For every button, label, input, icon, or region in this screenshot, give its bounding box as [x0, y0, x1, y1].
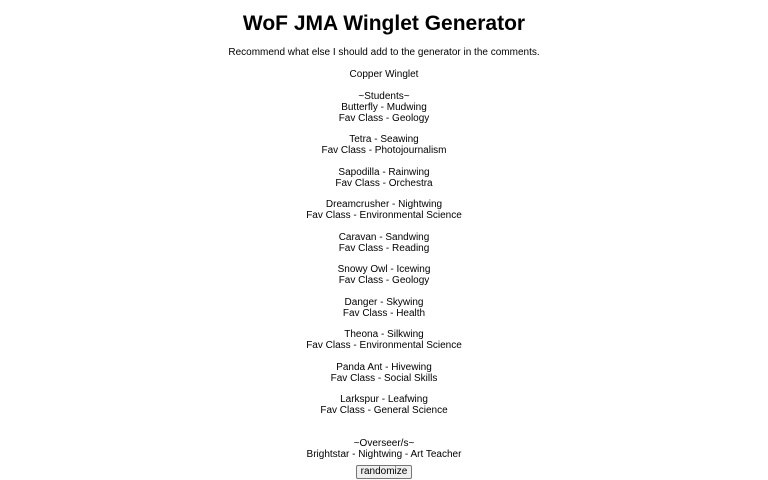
student-entry	[0, 199, 768, 221]
student-name-tribe: Danger - Skywing	[344, 296, 424, 308]
student-entry	[0, 232, 768, 254]
student-entry	[0, 394, 768, 416]
student-entry	[0, 297, 768, 319]
student-name-tribe: Dreamcrusher - Nightwing	[325, 199, 443, 210]
student-fav-class: Fav Class - Geology	[338, 112, 430, 124]
subtitle: Recommend what else I should add to the generator in the comments.	[228, 47, 540, 58]
student-fav-class: Fav Class - Health	[342, 307, 426, 319]
student-fav-class: Fav Class - Photojournalism	[321, 145, 447, 156]
student-name-tribe: Butterfly - Mudwing	[341, 101, 427, 113]
winglet-name: Copper Winglet	[349, 69, 419, 80]
student-entry	[0, 329, 768, 351]
students-list	[0, 102, 768, 417]
student-name-tribe: Snowy Owl - Icewing	[337, 264, 431, 275]
student-entry	[0, 362, 768, 384]
student-entry	[0, 167, 768, 189]
student-entry	[0, 264, 768, 286]
overseer-entry: Brightstar - Nightwing - Art Teacher	[306, 448, 462, 460]
student-fav-class: Fav Class - Reading	[338, 242, 430, 254]
page-title: WoF JMA Winglet Generator	[242, 12, 526, 35]
student-fav-class: Fav Class - Geology	[338, 275, 430, 286]
student-fav-class: Fav Class - General Science	[320, 405, 448, 416]
overseers-header: ~Overseer/s~	[353, 437, 415, 449]
student-name-tribe: Larkspur - Leafwing	[340, 394, 428, 405]
student-name-tribe: Theona - Silkwing	[344, 329, 424, 340]
student-name-tribe: Caravan - Sandwing	[338, 231, 430, 243]
randomize-button[interactable]: randomize	[356, 465, 413, 479]
student-entry	[0, 134, 768, 156]
student-name-tribe: Panda Ant - Hivewing	[336, 361, 432, 373]
students-header: ~Students~	[358, 90, 410, 102]
student-fav-class: Fav Class - Orchestra	[335, 177, 433, 189]
student-entry	[0, 102, 768, 124]
student-fav-class: Fav Class - Environmental Science	[306, 340, 462, 351]
student-fav-class: Fav Class - Environmental Science	[306, 210, 462, 221]
student-fav-class: Fav Class - Social Skills	[330, 372, 438, 384]
student-name-tribe: Sapodilla - Rainwing	[338, 166, 430, 178]
student-name-tribe: Tetra - Seawing	[349, 134, 419, 145]
